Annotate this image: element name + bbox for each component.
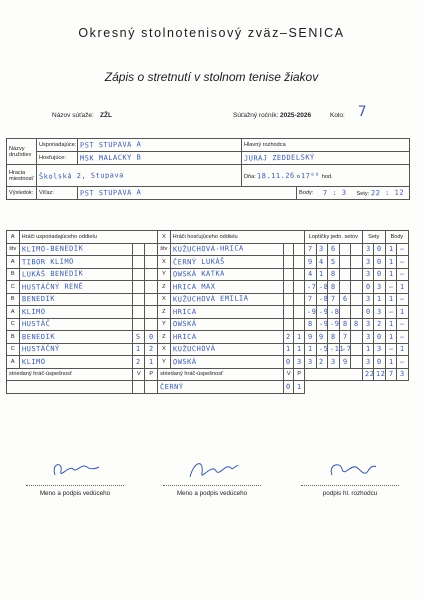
away-p-cell — [294, 293, 305, 306]
set-ball-score: -7 — [339, 343, 351, 356]
winner-value: PST STUPAVA A — [78, 187, 297, 200]
home-sub-v-label: V — [132, 368, 145, 381]
home-player-code: A — [7, 256, 20, 269]
referee-value: JURAJ ZEDDELSKÝ — [242, 152, 410, 165]
home-p-cell — [145, 243, 158, 256]
set-ball-score: 4 — [305, 268, 317, 281]
away-p-cell — [294, 281, 305, 294]
set-ball-score: -11 — [328, 343, 340, 356]
set-ball-score: 7 — [328, 293, 340, 306]
sets-away: 0 — [374, 331, 386, 344]
sets-value: 22 : 12 — [370, 188, 404, 198]
date-cell: Dňa: 18.11.26 o 17⁰⁰ hod. — [242, 165, 410, 187]
away-team-value: MSK MALACKY B — [78, 152, 242, 165]
set-ball-score — [339, 306, 351, 319]
match-row — [7, 293, 409, 306]
teams-label: Názvy družstiev — [7, 139, 37, 165]
set-ball-score: 9 — [316, 331, 328, 344]
away-player-name: HRICA MAX — [170, 281, 283, 294]
away-player-code: Y — [158, 318, 171, 331]
home-substitute-name — [7, 381, 133, 394]
home-player-code: A — [7, 306, 20, 319]
home-p-cell — [145, 293, 158, 306]
home-player-code: B — [7, 293, 20, 306]
home-substitute-label: striedaný hráč-úspešnosť — [7, 368, 133, 381]
set-ball-score: 8 — [351, 318, 363, 331]
home-p-cell — [145, 256, 158, 269]
competition-value: ZŽL — [100, 112, 112, 119]
sets-away: 2 — [374, 318, 386, 331]
home-signature-block — [20, 455, 130, 497]
set-ball-score: 4 — [316, 256, 328, 269]
sets-away: 1 — [374, 293, 386, 306]
set-ball-score: -8 — [316, 293, 328, 306]
home-team-label: Usporiadajúce: — [37, 139, 78, 152]
set-ball-score: 3 — [316, 243, 328, 256]
points-away: 1 — [397, 281, 409, 294]
balls-header: Loptičky jedn. setov — [305, 231, 363, 244]
points-home: – — [385, 281, 397, 294]
home-player-name: TIBOR KLIMO — [19, 256, 132, 269]
points-away: – — [397, 331, 409, 344]
sets-home: 3 — [362, 268, 374, 281]
date-value: 18.11.26 — [257, 171, 296, 180]
home-player-name: HUSTÁČNÝ RENÉ — [19, 281, 132, 294]
home-v-cell — [132, 293, 145, 306]
home-player-code: štv — [7, 243, 20, 256]
set-ball-score: 6 — [339, 293, 351, 306]
away-substitute-name: ČERNÝ — [158, 381, 284, 394]
away-v-cell — [284, 268, 294, 281]
referee-signature-block — [295, 455, 405, 497]
home-v-cell — [132, 268, 145, 281]
home-player-code: C — [7, 343, 20, 356]
away-p-cell — [294, 243, 305, 256]
sets-header: Sety — [362, 231, 385, 244]
points-away: – — [397, 356, 409, 369]
away-signature-image — [182, 455, 242, 483]
match-row — [7, 243, 409, 256]
sets-home: 1 — [362, 343, 374, 356]
away-v-cell: 0 — [284, 356, 294, 369]
away-player-name: HRICA — [170, 331, 283, 344]
away-player-name: OWSKÁ KATKA — [170, 268, 283, 281]
away-player-code: Z — [158, 306, 171, 319]
points-home: 1 — [385, 318, 397, 331]
set-ball-score: -9 — [316, 318, 328, 331]
home-player-name: BENEDIK — [19, 331, 132, 344]
home-player-name: LUKÁŠ BENEDIK — [19, 268, 132, 281]
set-ball-score: 1 — [316, 268, 328, 281]
points-home: 1 — [385, 268, 397, 281]
away-v-cell — [284, 256, 294, 269]
set-ball-score — [351, 256, 363, 269]
set-ball-score: 7 — [305, 243, 317, 256]
away-player-code: Z — [158, 281, 171, 294]
away-player-code: Y — [158, 268, 171, 281]
away-v-cell — [284, 306, 294, 319]
set-ball-score — [339, 268, 351, 281]
round-label: Kolo: — [330, 112, 345, 119]
competition-label: Názov súťaže: — [52, 112, 94, 119]
away-v-cell: 1 — [284, 343, 294, 356]
away-team-label: Hosťujúce: — [37, 152, 78, 165]
away-v-cell — [284, 243, 294, 256]
match-row — [7, 268, 409, 281]
home-sub-p-label: P — [145, 368, 158, 381]
referee-signature-caption: podpis hl. rozhodcu — [322, 490, 378, 497]
home-player-name: BENEDIK — [19, 293, 132, 306]
away-players-header: Hráči hosťujúceho oddielu — [170, 231, 304, 244]
match-results-table — [6, 230, 409, 394]
set-ball-score: 8 — [328, 268, 340, 281]
home-player-code: B — [7, 331, 20, 344]
set-ball-score — [339, 243, 351, 256]
away-col-marker: X — [158, 231, 171, 244]
home-p-cell: 2 — [145, 343, 158, 356]
points-away: 1 — [397, 343, 409, 356]
home-p-cell: 1 — [145, 356, 158, 369]
sets-home: 3 — [362, 318, 374, 331]
form-subtitle: Zápis o stretnutí v stolnom tenise žiakov — [104, 70, 319, 84]
away-substitute-v: 0 — [284, 381, 294, 394]
set-ball-score: 8 — [339, 318, 351, 331]
home-v-cell — [132, 243, 145, 256]
sets-away: 3 — [374, 281, 386, 294]
away-sub-p-label: P — [294, 368, 305, 381]
total-points-home: 7 — [385, 368, 397, 381]
sets-away: 0 — [374, 256, 386, 269]
set-ball-score — [339, 256, 351, 269]
home-p-cell — [145, 268, 158, 281]
match-row — [7, 318, 409, 331]
away-player-name: OWSKÁ — [170, 356, 283, 369]
away-player-code: Y — [158, 356, 171, 369]
set-ball-score: -5 — [316, 343, 328, 356]
set-ball-score: 1 — [305, 343, 317, 356]
away-player-name: KUŽUCHOVÁ — [170, 343, 283, 356]
points-home: – — [385, 343, 397, 356]
home-v-cell: 2 — [132, 356, 145, 369]
sets-home: 3 — [362, 356, 374, 369]
away-player-name: KUŽUCHOVÁ-HRICA — [170, 243, 283, 256]
set-ball-score: 3 — [305, 356, 317, 369]
away-v-cell — [284, 318, 294, 331]
sets-away: 0 — [374, 243, 386, 256]
match-row — [7, 256, 409, 269]
away-player-name: OWSKÁ — [170, 318, 283, 331]
association-title: Okresný stolnotenisový zväz–SENICA — [78, 26, 345, 40]
away-player-code: X — [158, 293, 171, 306]
totals-spacer — [305, 368, 363, 381]
home-v-cell: 1 — [132, 343, 145, 356]
home-player-name: HUSTÁČNÝ — [19, 343, 132, 356]
time-value: 17⁰⁰ — [301, 171, 321, 180]
home-v-cell — [132, 318, 145, 331]
away-sub-v-label: V — [284, 368, 294, 381]
points-home: – — [385, 306, 397, 319]
round-value: 7 — [358, 104, 367, 120]
points-away: – — [397, 256, 409, 269]
home-col-marker: A — [7, 231, 20, 244]
set-ball-score: 8 — [328, 281, 340, 294]
home-v-cell — [132, 281, 145, 294]
set-ball-score: 9 — [305, 256, 317, 269]
home-player-code: C — [7, 318, 20, 331]
set-ball-score: 6 — [328, 243, 340, 256]
sets-away: 3 — [374, 343, 386, 356]
sets-home: 0 — [362, 281, 374, 294]
sets-cell: Sety: 22 : 12 — [355, 187, 410, 200]
season-value: 2025-2026 — [280, 112, 312, 119]
sets-home: 3 — [362, 331, 374, 344]
away-v-cell — [284, 293, 294, 306]
sets-away: 3 — [374, 306, 386, 319]
away-signature-block — [157, 455, 267, 497]
points-home: 1 — [385, 256, 397, 269]
match-row — [7, 281, 409, 294]
set-ball-score — [351, 281, 363, 294]
away-p-cell — [294, 268, 305, 281]
match-row — [7, 356, 409, 369]
away-player-code: štv — [158, 243, 171, 256]
away-p-cell — [294, 306, 305, 319]
points-away: – — [397, 268, 409, 281]
points-home: 1 — [385, 356, 397, 369]
points-header: Body — [385, 231, 408, 244]
total-sets-home: 22 — [362, 368, 374, 381]
match-row — [7, 306, 409, 319]
set-ball-score: 7 — [339, 331, 351, 344]
total-points-away: 3 — [397, 368, 409, 381]
set-ball-score — [339, 281, 351, 294]
away-player-code: X — [158, 343, 171, 356]
home-substitute-p — [145, 381, 158, 394]
points-away: – — [397, 293, 409, 306]
home-player-code: C — [7, 281, 20, 294]
set-ball-score — [351, 243, 363, 256]
home-signature-image — [45, 455, 105, 483]
sets-home: 3 — [362, 243, 374, 256]
home-p-cell: 0 — [145, 331, 158, 344]
sets-home: 3 — [362, 256, 374, 269]
away-player-name: ČERNÝ LUKÁŠ — [170, 256, 283, 269]
away-v-cell — [284, 281, 294, 294]
set-ball-score: 9 — [305, 331, 317, 344]
home-team-value: PST STUPAVA A — [78, 139, 242, 152]
referee-label: Hlavný rozhodca — [242, 139, 410, 152]
points-label: Body: — [297, 187, 321, 200]
home-player-name: KLIMO — [19, 306, 132, 319]
points-home: 1 — [385, 293, 397, 306]
set-ball-score: -9 — [305, 306, 317, 319]
set-ball-score — [351, 331, 363, 344]
home-signature-caption: Meno a podpis vedúceho — [39, 490, 111, 497]
away-substitute-p: 1 — [294, 381, 305, 394]
away-p-cell — [294, 256, 305, 269]
set-ball-score: 9 — [339, 356, 351, 369]
points-home: 1 — [385, 243, 397, 256]
away-substitute-label: striedaný hráč-úspešnosť — [158, 368, 284, 381]
away-player-code: Z — [158, 331, 171, 344]
substitute-values-row — [7, 381, 409, 394]
away-signature-caption: Meno a podpis vedúceho — [176, 490, 248, 497]
set-ball-score: 7 — [305, 293, 317, 306]
set-ball-score — [351, 268, 363, 281]
points-home: 1 — [385, 331, 397, 344]
set-ball-score — [351, 343, 363, 356]
sets-away: 0 — [374, 268, 386, 281]
away-p-cell: 1 — [294, 331, 305, 344]
season-label: Súťažný ročník: — [233, 112, 279, 119]
home-v-cell — [132, 306, 145, 319]
points-away: – — [397, 318, 409, 331]
home-player-name: HUSTÁČ — [19, 318, 132, 331]
set-ball-score: 2 — [316, 356, 328, 369]
away-v-cell: 2 — [284, 331, 294, 344]
set-ball-score: -8 — [316, 281, 328, 294]
set-ball-score: 8 — [305, 318, 317, 331]
sets-away: 0 — [374, 356, 386, 369]
sets-home: 3 — [362, 293, 374, 306]
home-substitute-v — [132, 381, 145, 394]
blank-area — [305, 381, 409, 394]
match-info-table — [6, 138, 410, 200]
result-label: Výsledok: — [7, 187, 37, 200]
points-away: 1 — [397, 306, 409, 319]
away-player-code: X — [158, 256, 171, 269]
home-v-cell — [132, 256, 145, 269]
set-ball-score — [351, 293, 363, 306]
points-value: 7 : 3 — [321, 187, 355, 200]
set-ball-score — [351, 356, 363, 369]
total-sets-away: 12 — [374, 368, 386, 381]
match-row — [7, 343, 409, 356]
match-row — [7, 331, 409, 344]
referee-signature-image — [320, 455, 380, 483]
home-players-header: Hráči usporiadajúceho oddielu — [19, 231, 158, 244]
away-p-cell: 3 — [294, 356, 305, 369]
home-player-code: A — [7, 356, 20, 369]
set-ball-score — [351, 306, 363, 319]
home-p-cell — [145, 318, 158, 331]
venue-label: Hracia miestnosť — [7, 165, 37, 187]
points-away: – — [397, 243, 409, 256]
set-ball-score: -9 — [316, 306, 328, 319]
home-v-cell: S — [132, 331, 145, 344]
sets-home: 0 — [362, 306, 374, 319]
set-ball-score: -9 — [328, 318, 340, 331]
substitute-row — [7, 368, 409, 381]
home-p-cell — [145, 281, 158, 294]
set-ball-score: 5 — [328, 256, 340, 269]
home-player-name: KLIMO-BENEDIK — [19, 243, 132, 256]
home-p-cell — [145, 306, 158, 319]
set-ball-score: -8 — [328, 306, 340, 319]
away-player-name: HRICA — [170, 306, 283, 319]
away-player-name: KUŽUCHOVÁ EMILIA — [170, 293, 283, 306]
set-ball-score: -7 — [305, 281, 317, 294]
home-player-code: B — [7, 268, 20, 281]
away-p-cell: 1 — [294, 343, 305, 356]
home-player-name: KLIMO — [19, 356, 132, 369]
set-ball-score: 3 — [328, 356, 340, 369]
winner-label: Víťaz: — [37, 187, 78, 200]
away-p-cell — [294, 318, 305, 331]
set-ball-score: 8 — [328, 331, 340, 344]
venue-value: Školská 2, Stupava — [37, 165, 242, 187]
